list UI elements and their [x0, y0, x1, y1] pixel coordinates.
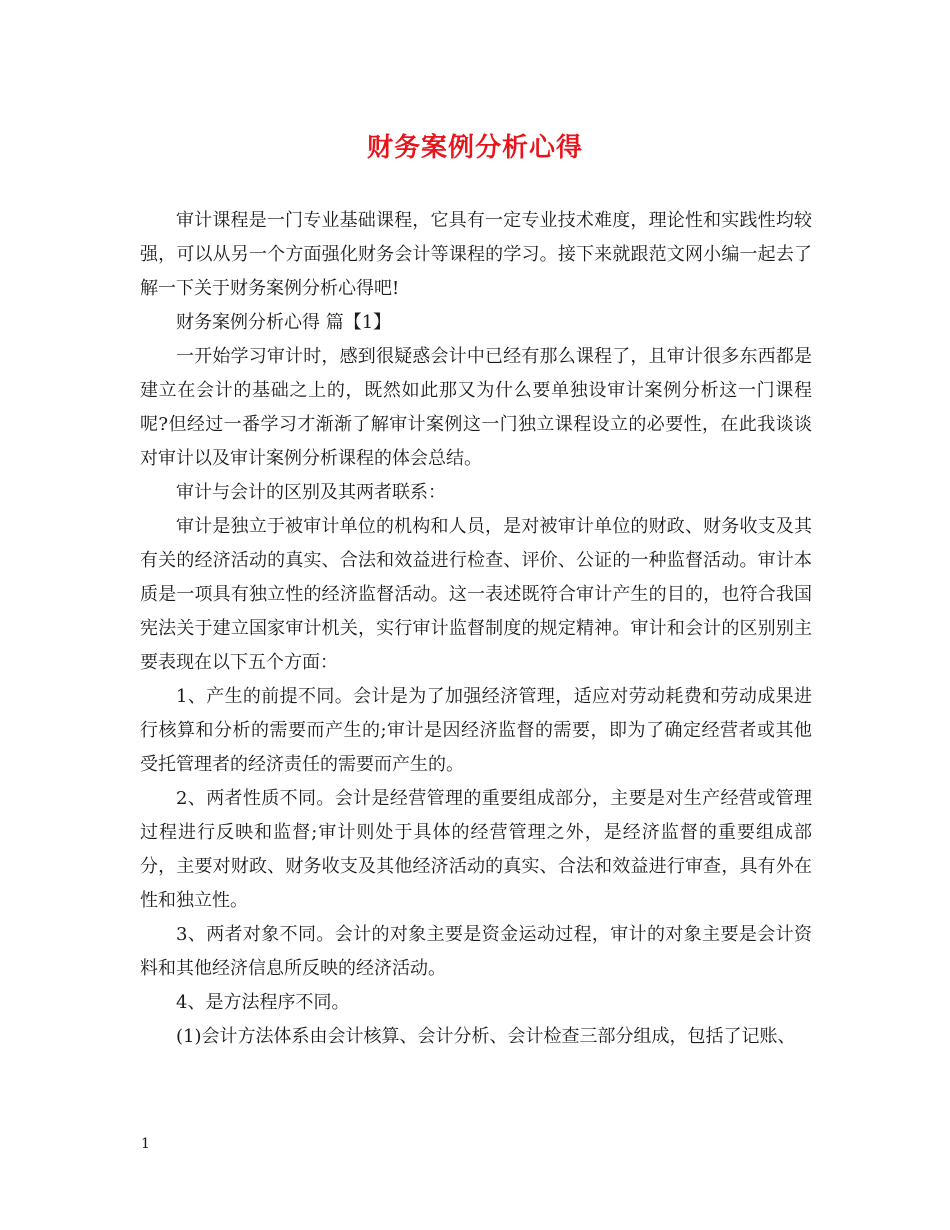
paragraph-learning: 一开始学习审计时，感到很疑惑会计中已经有那么课程了，且审计很多东西都是建立在会计的基础之上的，既然如此那又为什么要单独设审计案例分析这一门课程呢?但经过一番学习才渐渐了解审计案例这一门独立课程设立的必要性，在此我谈谈对审计以及审计案例分析课程的体会总结。: [140, 346, 812, 469]
paragraph-subheading: 审计与会计的区别及其两者联系：: [176, 482, 446, 503]
paragraph-definition: 审计是独立于被审计单位的机构和人员，是对被审计单位的财政、财务收支及其有关的经济活动的真实、合法和效益进行检查、评价、公证的一种监督活动。审计本质是一项具有独立性的经济监督活动。这一表述既符合审计产生的目的，也符合我国宪法关于建立国家审计机关，实行审计监督制度的规定精神。审计和会计的区别别主要表现在以下五个方面：: [140, 516, 812, 673]
document-body: [140, 204, 812, 1054]
paragraph-section-heading: 财务案例分析心得 篇【1】: [176, 312, 392, 333]
paragraph-point-3: 3、两者对象不同。会计的对象主要是资金运动过程，审计的对象主要是会计资料和其他经济信息所反映的经济活动。: [140, 924, 812, 979]
paragraph-point-4: 4、是方法程序不同。: [176, 992, 350, 1013]
document-title: 财务案例分析心得: [366, 133, 583, 163]
paragraph-point-4-1: (1)会计方法体系由会计核算、会计分析、会计检查三部分组成，包括了记账、: [176, 1026, 796, 1047]
page-number: 1: [141, 1136, 150, 1152]
paragraph-point-1: 1、产生的前提不同。会计是为了加强经济管理，适应对劳动耗费和劳动成果进行核算和分析的需要而产生的;审计是因经济监督的需要，即为了确定经营者或其他受托管理者的经济责任的需要而产生的。: [140, 686, 812, 775]
paragraph-point-2: 2、两者性质不同。会计是经营管理的重要组成部分，主要是对生产经营或管理过程进行反映和监督;审计则处于具体的经营管理之外，是经济监督的重要组成部分，主要对财政、财务收支及其他经济活动的真实、合法和效益进行审查，具有外在性和独立性。: [140, 788, 812, 911]
paragraph-intro: 审计课程是一门专业基础课程，它具有一定专业技术难度，理论性和实践性均较强，可以从另一个方面强化财务会计等课程的学习。接下来就跟范文网小编一起去了解一下关于财务案例分析心得吧!: [140, 210, 812, 299]
